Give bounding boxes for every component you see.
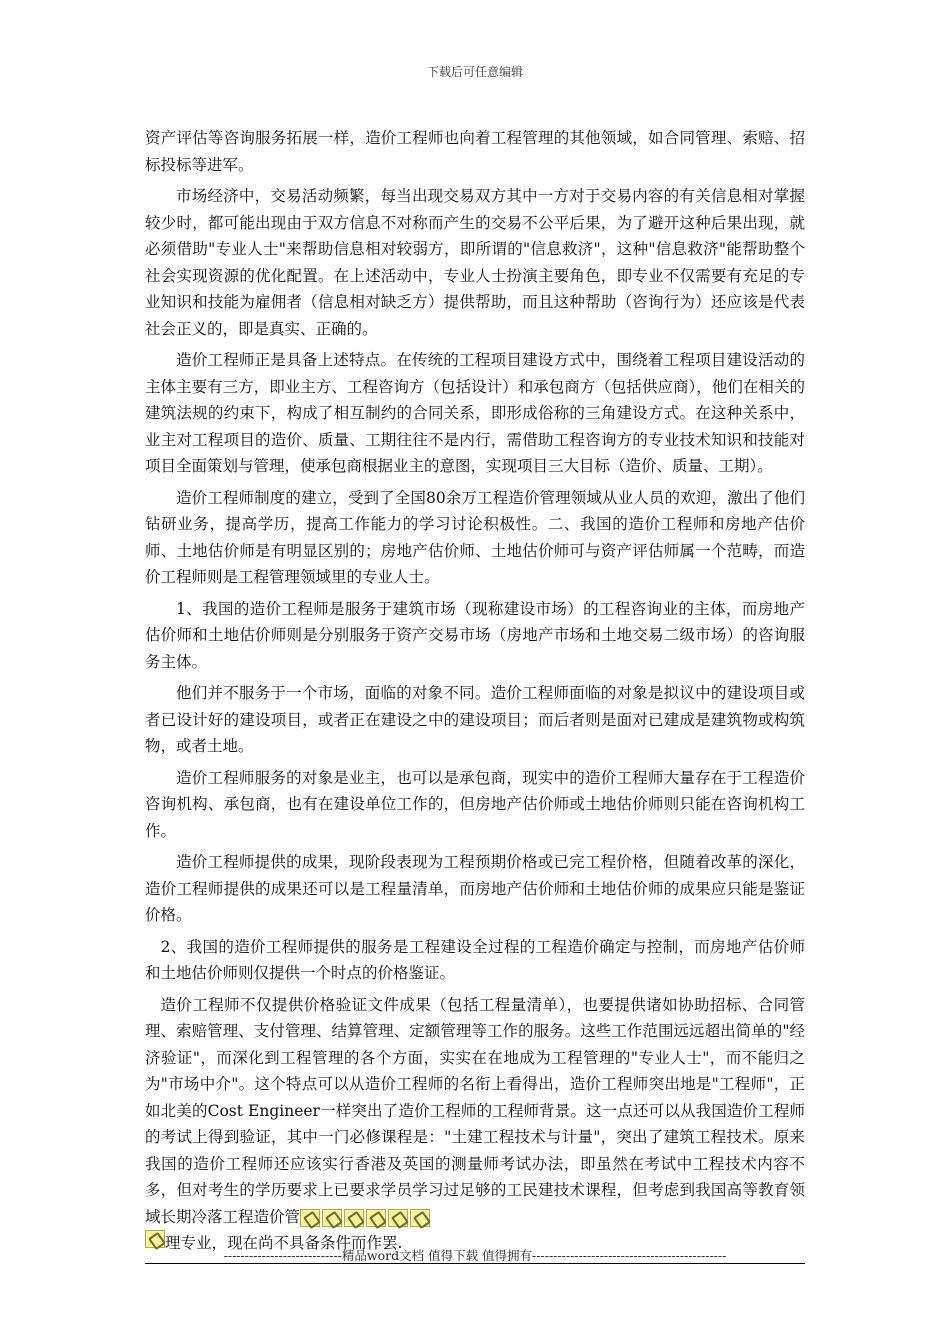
paragraph: 他们并不服务于一个市场，面临的对象不同。造价工程师面临的对象是拟议中的建设项目或者已设计好的建设项目，或者正在建设之中的建设项目；而后者则是面对已建成是建筑物或构筑物，或者土地。 <box>145 684 805 755</box>
paragraph: 市场经济中，交易活动频繁，每当出现交易双方其中一方对于交易内容的有关信息相对掌握较少时，都可能出现由于双方信息不对称而产生的交易不公平后果，为了避开这种后果出现，就必须借助"专业人士"来帮助信息相对较弱方，即所谓的"信息救济"，这种"信息救济"能帮助整个社会实现资源的优化配置。在上述活动中，专业人士扮演主要角色，即专业不仅需要有充足的专业知识和技能为雇佣者（信息相对缺乏方）提供帮助，而且这种帮助（咨询行为）还应该是代表社会正义的，即是真实、正确的。 <box>145 187 805 338</box>
paragraph: 资产评估等咨询服务拓展一样，造价工程师也向着工程管理的其他领域，如合同管理、索赔、招标投标等进军。 <box>145 129 805 174</box>
document-body <box>145 125 805 1262</box>
broken-image-icon <box>410 1209 430 1227</box>
paragraph: 造价工程师制度的建立，受到了全国80余万工程造价管理领域从业人员的欢迎，激出了他们钻研业务，提高学历，提高工作能力的学习讨论积极性。二、我国的造价工程师和房地产估价师、土地估价师是有明显区别的；房地产估价师、土地估价师可与资产评估师属一个范畴，而造价工程师则是工程管理领域里的专业人士。 <box>145 488 805 586</box>
paragraph-text: 造价工程师不仅提供价格验证文件成果（包括工程量清单），也要提供诸如协助招标、合同管理、索赔管理、支付管理、结算管理、定额管理等工作的服务。这些工作范围远远超出简单的"经济验证"，而深化到工程管理的各个方面，实实在在地成为工程管理的"专业人士"，而不能归之为"市场中介"。这个特点可以从造价工程师的名衔上看得出，造价工程师突出地是"工程师"，正如北美的Cost Engineer一样突出了造价工程师的工程师背景。这一点还可以从我国造价工程师的考试上得到验证，其中一门必修课程是："土建工程技术与计量"，突出了建筑工程技术。原来我国的造价工程师还应该实行香港及英国的测量师考试办法，即虽然在考试中工程技术内容不多，但对考生的学历要求上已要求学员学习过足够的工民建技术课程，但考虑到我国高等教育领域长期冷落工程造价管 <box>145 995 805 1226</box>
paragraph-tail: 理专业，现在尚不具备条件而作罢. <box>165 1234 403 1252</box>
paragraph: 造价工程师服务的对象是业主，也可以是承包商，现实中的造价工程师大量存在于工程造价咨询机构、承包商，也有在建设单位工作的，但房地产估价师或土地估价师则只能在咨询机构工作。 <box>145 768 805 840</box>
broken-image-icon <box>366 1209 386 1227</box>
paragraph: 2、我国的造价工程师提供的服务是工程建设全过程的工程造价确定与控制，而房地产估价师和土地估价师则仅提供一个时点的价格鉴证。 <box>145 937 805 982</box>
page-header: 下载后可任意编辑 <box>426 65 523 79</box>
broken-image-icon <box>344 1209 364 1227</box>
broken-image-icon <box>388 1209 408 1227</box>
page-footer: ----------------------------精品word文档 值得下载 值得拥有---------------------------------------------- <box>223 1248 727 1263</box>
broken-image-icon <box>322 1209 342 1227</box>
broken-image-icon <box>300 1209 320 1227</box>
paragraph: 造价工程师正是具备上述特点。在传统的工程项目建设方式中，围绕着工程项目建设活动的主体主要有三方，即业主方、工程咨询方（包括设计）和承包商方（包括供应商），他们在相关的建筑法规的约束下，构成了相互制约的合同关系，即形成俗称的三角建设方式。在这种关系中，业主对工程项目的造价、质量、工期往往不是内行，需借助工程咨询方的专业技术知识和技能对项目全面策划与管理，使承包商根据业主的意图，实现项目三大目标（造价、质量、工期）。 <box>145 351 805 475</box>
paragraph: 1、我国的造价工程师是服务于建筑市场（现称建设市场）的工程咨询业的主体，而房地产估价师和土地估价师则是分别服务于资产交易市场（房地产市场和土地交易二级市场）的咨询服务主体。 <box>145 599 805 671</box>
broken-glyph-row <box>300 1209 430 1227</box>
paragraph-last <box>145 992 805 1257</box>
paragraph: 造价工程师提供的成果，现阶段表现为工程预期价格或已完工程价格，但随着改革的深化，造价工程师提供的成果还可以是工程量清单，而房地产估价师和土地估价师的成果应只能是鉴证价格。 <box>145 853 805 924</box>
footer-rule <box>145 1263 805 1264</box>
